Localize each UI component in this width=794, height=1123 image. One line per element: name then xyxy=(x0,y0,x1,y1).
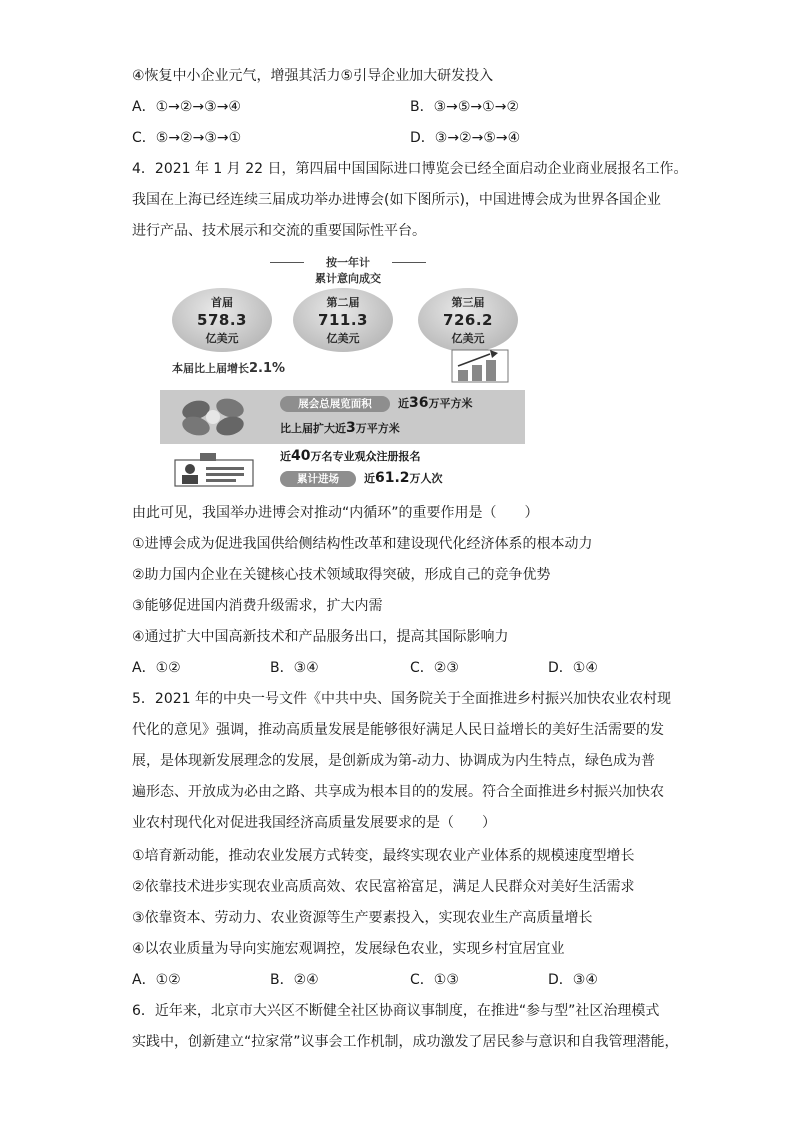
expo-2-unit: 亿美元 xyxy=(326,332,360,345)
q4-stem-line-1: 4．2021 年 1 月 22 日，第四届中国国际进口博览会已经全面启动企业商业展报名工作。 xyxy=(132,161,688,177)
expo-1-unit: 亿美元 xyxy=(205,332,239,345)
q5-statement-1: ①培育新动能，推动农业发展方式转变，最终实现农业产业体系的规模速度型增长 xyxy=(132,848,635,864)
visit-value: 61.2 xyxy=(375,470,410,486)
expo-1-name: 首届 xyxy=(211,296,233,309)
q5-statement-4: ④以农业质量为导向实施宏观调控，发展绿色农业，实现乡村宜居宜业 xyxy=(132,941,565,957)
expo-2-name: 第二届 xyxy=(326,296,360,309)
growth-value: 2.1% xyxy=(249,361,286,376)
registration-prefix: 近 xyxy=(280,450,291,463)
visit-pill: 累计进场 xyxy=(280,471,356,487)
q5-stem-line-4: 遍形态、开放成为必由之路、共享成为根本目的的发展。符合全面推进乡村振兴加快农 xyxy=(132,784,664,800)
q5-stem-line-2: 代化的意见》强调，推动高质量发展是能够很好满足人民日益增长的美好生活需要的发 xyxy=(132,722,664,738)
q5-option-a[interactable]: A．①② xyxy=(132,972,181,988)
q5-stem-line-1: 5．2021 年的中央一号文件《中共中央、国务院关于全面推进乡村振兴加快农业农村现 xyxy=(132,691,671,707)
q5-statement-3: ③依靠资本、劳动力、农业资源等生产要素投入，实现农业生产高质量增长 xyxy=(132,910,593,926)
q3-option-d[interactable]: D．③→②→⑤→④ xyxy=(410,130,521,146)
q4-statement-3: ③能够促进国内消费升级需求，扩大内需 xyxy=(132,598,383,614)
expo-3-unit: 亿美元 xyxy=(451,332,485,345)
growth-label: 本届比上届增长 xyxy=(172,362,249,375)
q5-option-b[interactable]: B．②④ xyxy=(270,972,319,988)
expo-infographic xyxy=(160,252,525,492)
registration-stat xyxy=(280,448,420,464)
expo-2-badge xyxy=(293,288,393,352)
registration-unit: 万名专业观众注册报名 xyxy=(310,450,421,463)
area-pill: 展会总展览面积 xyxy=(280,396,390,412)
visit-unit: 万人次 xyxy=(409,472,443,485)
q4-option-c[interactable]: C．②③ xyxy=(410,660,459,676)
q4-stem-line-2: 我国在上海已经连续三届成功举办进博会(如下图所示)，中国进博会成为世界各国企业 xyxy=(132,192,661,208)
expand-value: 3 xyxy=(346,420,356,436)
q3-option-a[interactable]: A．①→②→③→④ xyxy=(132,99,241,115)
expo-3-value: 726.2 xyxy=(443,311,493,329)
q4-statement-4: ④通过扩大中国高新技术和产品服务出口，提高其国际影响力 xyxy=(132,629,509,645)
audience-icon xyxy=(174,452,254,488)
visit-stat xyxy=(364,470,443,486)
area-stat xyxy=(398,395,472,411)
expo-1-badge xyxy=(172,288,272,352)
infographic-header: 按一年计 xyxy=(268,254,428,270)
q5-stem-line-3: 展，是体现新发展理念的发展，是创新成为第-动力、协调成为内生特点，绿色成为普 xyxy=(132,753,656,769)
q5-option-c[interactable]: C．①③ xyxy=(410,972,459,988)
expo-3-name: 第三届 xyxy=(451,296,485,309)
q4-statement-1: ①进博会成为促进我国供给侧结构性改革和建设现代化经济体系的根本动力 xyxy=(132,536,593,552)
q4-option-b[interactable]: B．③④ xyxy=(270,660,319,676)
area-unit: 万平方米 xyxy=(428,397,473,410)
expand-unit: 万平方米 xyxy=(355,422,400,435)
expo-logo-icon xyxy=(174,394,252,440)
q5-statement-2: ②依靠技术进步实现农业高质高效、农民富裕富足，满足人民群众对美好生活需求 xyxy=(132,879,635,895)
expo-2-value: 711.3 xyxy=(318,311,368,329)
expo-1-value: 578.3 xyxy=(197,311,247,329)
q4-option-d[interactable]: D．①④ xyxy=(548,660,598,676)
visit-prefix: 近 xyxy=(364,472,375,485)
area-prefix: 近 xyxy=(398,397,409,410)
q6-stem-line-1: 6．近年来，北京市大兴区不断健全社区协商议事制度，在推进“参与型”社区治理模式 xyxy=(132,1003,660,1019)
q4-statement-2: ②助力国内企业在关键核心技术领域取得突破，形成自己的竞争优势 xyxy=(132,567,551,583)
q4-stem-line-3: 进行产品、技术展示和交流的重要国际性平台。 xyxy=(132,223,426,239)
expand-stat xyxy=(280,420,400,436)
q5-option-d[interactable]: D．③④ xyxy=(548,972,598,988)
growth-chart-icon xyxy=(450,348,510,384)
growth-stat xyxy=(172,360,285,376)
q3-item-line: ④恢复中小企业元气，增强其活力⑤引导企业加大研发投入 xyxy=(132,68,494,84)
q4-question-line: 由此可见，我国举办进博会对推动“内循环”的重要作用是（ ） xyxy=(132,505,539,521)
q3-option-b[interactable]: B．③→⑤→①→② xyxy=(410,99,519,115)
q6-stem-line-2: 实践中，创新建立“拉家常”议事会工作机制，成功激发了居民参与意识和自我管理潜能， xyxy=(132,1034,679,1050)
expo-3-badge xyxy=(418,288,518,352)
expand-prefix: 比上届扩大近 xyxy=(280,422,346,435)
q5-stem-line-5: 业农村现代化对促进我国经济高质量发展要求的是（ ） xyxy=(132,815,496,831)
area-value: 36 xyxy=(409,395,429,411)
q3-option-c[interactable]: C．⑤→②→③→① xyxy=(132,130,242,146)
registration-value: 40 xyxy=(291,448,311,464)
q4-option-a[interactable]: A．①② xyxy=(132,660,181,676)
infographic-subheader: 累计意向成交 xyxy=(315,272,381,285)
